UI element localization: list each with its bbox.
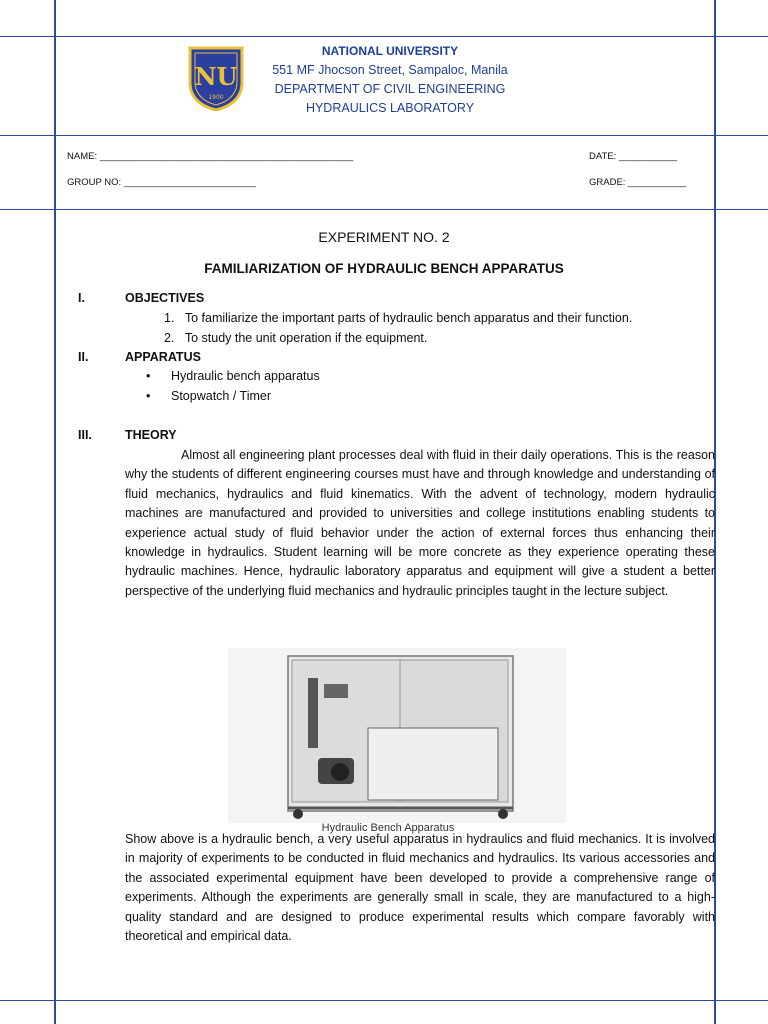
border-left	[54, 0, 56, 1024]
grade-field[interactable]: GRADE: ___________	[589, 177, 687, 188]
description-paragraph: Show above is a hydraulic bench, a very useful apparatus in hydraulics and fluid mechanics. It is involved in majority of experiments to be conducted in fluid mechanics and hydraulics. Its various accessories and the associated experimental equipment have been developed to provide a comprehensive range of experiments. Although the experiments are generally small in scale, they are manufactured to a high-quality standard and are designed to produce experimental results which compare favorably with theoretical and empirical data.	[125, 832, 715, 944]
theory-number: III.	[78, 428, 92, 442]
university-name: NATIONAL UNIVERSITY	[321, 44, 459, 58]
border-header-bottom	[0, 135, 768, 136]
institution-header	[240, 42, 540, 118]
hydraulic-bench-image	[228, 648, 566, 838]
theory-heading: THEORY	[125, 428, 177, 442]
department-name: DEPARTMENT OF CIVIL ENGINEERING	[274, 82, 506, 96]
objective-item: 2. To study the unit operation if the equipment.	[164, 331, 428, 345]
border-bottom	[0, 1000, 768, 1001]
logo-letters: NU	[194, 62, 238, 91]
bullet-icon: •	[146, 389, 151, 403]
apparatus-item: Hydraulic bench apparatus	[171, 369, 320, 383]
experiment-number: EXPERIMENT NO. 2	[318, 229, 450, 245]
apparatus-heading: APPARATUS	[125, 350, 201, 364]
logo-year: 1900	[208, 94, 224, 101]
objectives-heading: OBJECTIVES	[125, 291, 205, 305]
lab-name: HYDRAULICS LABORATORY	[305, 101, 475, 115]
border-fields-bottom	[0, 209, 768, 210]
apparatus-number: II.	[78, 350, 89, 364]
theory-paragraph: Almost all engineering plant processes deal with fluid in their daily operations. This is the reason why the students of different engineering courses must have and through knowledge and understanding of fluid mechanics, hydraulics and fluid kinematics. With the advent of technology, modern hydraulic machines are manufactured and provided to universities and college institutions enabling students to experience actual study of fluid behavior under the action of external forces thus enhancing their knowledge in hydraulics. Student learning will be more concrete as they experience operating these hydraulic machines. Hence, hydraulic laboratory apparatus and equipment will give a student a better perspective of the underlying fluid mechanics and hydraulic principles taught in the lecture subject.	[125, 448, 715, 598]
apparatus-item: Stopwatch / Timer	[171, 389, 272, 403]
border-top	[0, 36, 768, 37]
objectives-number: I.	[78, 291, 85, 305]
experiment-title: FAMILIARIZATION OF HYDRAULIC BENCH APPARATUS	[204, 261, 564, 276]
figure-caption: Hydraulic Bench Apparatus	[321, 822, 455, 834]
university-address: 551 MF Jhocson Street, Sampaloc, Manila	[272, 63, 508, 77]
group-field[interactable]: GROUP NO: _________________________	[67, 177, 256, 188]
objective-item: 1. To familiarize the important parts of hydraulic bench apparatus and their function.	[164, 311, 633, 325]
bullet-icon: •	[146, 369, 151, 383]
date-field[interactable]: DATE: ___________	[589, 151, 678, 162]
name-field[interactable]: NAME: ________________________________________________	[67, 151, 354, 162]
university-logo	[187, 45, 245, 111]
